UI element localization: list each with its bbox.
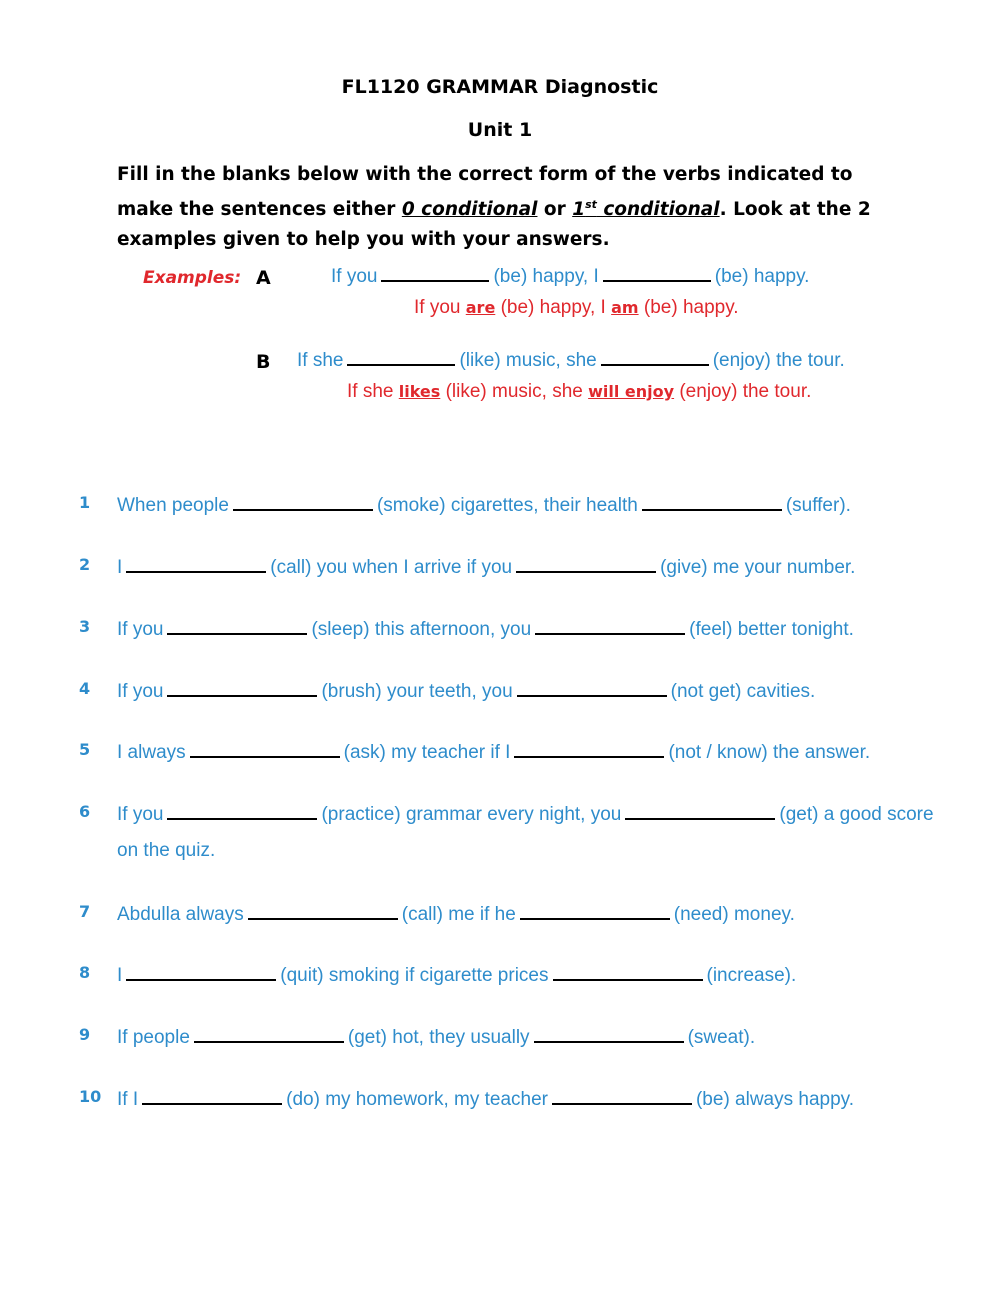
example-b-letter: B (256, 351, 271, 373)
blank-field[interactable] (534, 1025, 684, 1043)
blank-field[interactable] (642, 493, 782, 511)
unit-subtitle: Unit 1 (467, 119, 533, 141)
blank-field[interactable] (553, 963, 703, 981)
blank-field[interactable] (194, 1025, 344, 1043)
question-1: When people (smoke) cigarettes, their health (suffer). (117, 495, 851, 516)
instructions (117, 160, 897, 255)
blank-field[interactable] (233, 493, 373, 511)
question-number: 9 (79, 1025, 91, 1044)
question-2: I (call) you when I arrive if you (give) me your number. (117, 557, 856, 578)
question-5: I always (ask) my teacher if I (not / know) the answer. (117, 742, 871, 763)
blank-field[interactable] (603, 264, 711, 282)
blank-field[interactable] (167, 679, 317, 697)
question-number: 4 (79, 679, 91, 698)
example-b-sentence: If she (like) music, she (enjoy) the tour. (297, 350, 845, 371)
example-b-answer: If she likes (like) music, she will enjoy (enjoy) the tour. (347, 381, 812, 402)
question-7: Abdulla always (call) me if he (need) money. (117, 904, 795, 925)
example-a-sentence: If you (be) happy, I (be) happy. (331, 266, 810, 287)
blank-field[interactable] (381, 264, 489, 282)
instructions-part1: Fill in the blanks below with the correct form of the verbs indicated to make the sentences either (117, 164, 853, 221)
blank-field[interactable] (347, 348, 455, 366)
first-conditional: 1st conditional (572, 198, 720, 221)
blank-field[interactable] (514, 740, 664, 758)
blank-field[interactable] (126, 963, 276, 981)
question-6-continued: on the quiz. (117, 840, 216, 861)
blank-field[interactable] (625, 802, 775, 820)
blank-field[interactable] (167, 617, 307, 635)
zero-conditional: 0 conditional (401, 199, 538, 221)
page-title: FL1120 GRAMMAR Diagnostic (341, 76, 659, 98)
blank-field[interactable] (520, 902, 670, 920)
question-number: 6 (79, 802, 91, 821)
question-8: I (quit) smoking if cigarette prices (increase). (117, 965, 797, 986)
blank-field[interactable] (516, 555, 656, 573)
question-number: 8 (79, 963, 91, 982)
blank-field[interactable] (190, 740, 340, 758)
instructions-part2: . Look at the 2 examples given to help you with your answers. (117, 199, 871, 251)
blank-field[interactable] (552, 1087, 692, 1105)
blank-field[interactable] (517, 679, 667, 697)
blank-field[interactable] (126, 555, 266, 573)
examples-label: Examples: (143, 268, 242, 288)
question-9: If people (get) hot, they usually (sweat). (117, 1027, 756, 1048)
question-3: If you (sleep) this afternoon, you (feel) better tonight. (117, 619, 854, 640)
question-number: 5 (79, 740, 91, 759)
question-number: 10 (79, 1087, 102, 1106)
example-a-answer: If you are (be) happy, I am (be) happy. (414, 297, 739, 318)
question-number: 2 (79, 555, 91, 574)
question-number: 7 (79, 902, 91, 921)
blank-field[interactable] (601, 348, 709, 366)
question-number: 3 (79, 617, 91, 636)
question-10: If I (do) my homework, my teacher (be) always happy. (117, 1089, 855, 1110)
instructions-or: or (537, 199, 573, 221)
question-4: If you (brush) your teeth, you (not get) cavities. (117, 681, 816, 702)
blank-field[interactable] (142, 1087, 282, 1105)
question-6: If you (practice) grammar every night, you (get) a good score (117, 804, 934, 825)
blank-field[interactable] (535, 617, 685, 635)
question-number: 1 (79, 493, 91, 512)
blank-field[interactable] (167, 802, 317, 820)
example-a-letter: A (256, 267, 271, 289)
blank-field[interactable] (248, 902, 398, 920)
